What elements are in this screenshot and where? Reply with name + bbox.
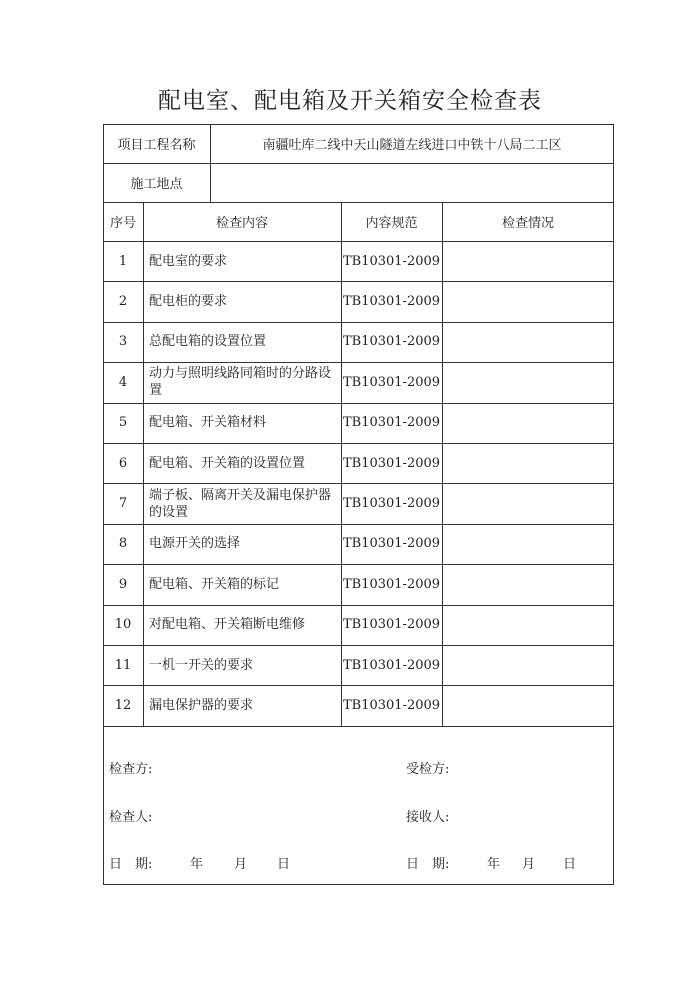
row-content: 电源开关的选择 (149, 536, 241, 552)
project-name-label: 项目工程名称 (117, 138, 196, 153)
row-content: 一机一开关的要求 (149, 657, 254, 673)
site-label: 施工地点 (130, 177, 183, 192)
date-year: 年 (487, 857, 501, 872)
row-result[interactable] (442, 524, 614, 564)
row-content: 端子板、隔离开关及漏电保护器的设置 (149, 487, 332, 520)
row-content: 配电箱、开关箱的标记 (149, 576, 280, 592)
row-result[interactable] (442, 362, 614, 402)
row-result[interactable] (442, 322, 614, 362)
inspector-person-label: 检查人: (109, 810, 153, 825)
date-month: 月 (522, 857, 536, 872)
date-day: 日 (277, 857, 291, 872)
row-standard: TB10301-2009 (342, 657, 441, 673)
row-result[interactable] (442, 403, 614, 443)
row-standard: TB10301-2009 (342, 617, 441, 633)
row-standard: TB10301-2009 (342, 698, 441, 714)
row-number: 2 (118, 294, 128, 310)
row-result[interactable] (442, 564, 614, 604)
row-content: 配电箱、开关箱的设置位置 (149, 455, 306, 471)
row-content: 动力与照明线路同箱时的分路设置 (149, 366, 332, 399)
row-standard: TB10301-2009 (342, 294, 441, 310)
row-result[interactable] (442, 605, 614, 645)
receiver-person-label: 接收人: (406, 810, 450, 825)
header-no: 序号 (109, 216, 136, 231)
row-content: 配电柜的要求 (149, 294, 228, 310)
inspected-party-label: 受检方: (406, 762, 450, 777)
header-content: 检查内容 (215, 216, 268, 231)
row-number: 1 (118, 253, 128, 269)
row-number: 4 (118, 374, 128, 390)
project-name-value: 南疆吐库二线中天山隧道左线进口中铁十八局二工区 (262, 138, 562, 153)
date-month: 月 (234, 857, 248, 872)
row-number: 5 (118, 415, 128, 431)
row-number: 10 (114, 617, 132, 633)
row-result[interactable] (442, 241, 614, 281)
row-number: 3 (118, 334, 128, 350)
row-number: 8 (118, 536, 128, 552)
row-content: 漏电保护器的要求 (149, 698, 254, 714)
row-standard: TB10301-2009 (342, 496, 441, 512)
date-day: 日 (563, 857, 577, 872)
row-number: 11 (114, 657, 132, 673)
row-result[interactable] (442, 645, 614, 685)
row-result[interactable] (442, 443, 614, 483)
row-standard: TB10301-2009 (342, 536, 441, 552)
grid-line (103, 726, 614, 727)
row-standard: TB10301-2009 (342, 576, 441, 592)
date-year: 年 (190, 857, 204, 872)
header-result: 检查情况 (501, 216, 554, 231)
row-content: 总配电箱的设置位置 (149, 334, 267, 350)
row-number: 9 (118, 576, 128, 592)
row-content: 对配电箱、开关箱断电维修 (149, 617, 306, 633)
row-content: 配电室的要求 (149, 253, 228, 269)
row-standard: TB10301-2009 (342, 334, 441, 350)
row-standard: TB10301-2009 (342, 253, 441, 269)
row-result[interactable] (442, 483, 614, 523)
header-standard: 内容规范 (365, 216, 418, 231)
date-label: 日 期: (406, 857, 450, 872)
row-result[interactable] (442, 685, 614, 725)
page-title: 配电室、配电箱及开关箱安全检查表 (158, 88, 542, 114)
row-standard: TB10301-2009 (342, 374, 441, 390)
row-number: 12 (114, 698, 132, 714)
row-standard: TB10301-2009 (342, 415, 441, 431)
inspector-party-label: 检查方: (109, 762, 153, 777)
row-content: 配电箱、开关箱材料 (149, 415, 267, 431)
row-result[interactable] (442, 281, 614, 321)
row-number: 7 (118, 496, 128, 512)
site-value[interactable] (210, 163, 614, 202)
row-standard: TB10301-2009 (342, 455, 441, 471)
date-label: 日 期: (109, 857, 153, 872)
row-number: 6 (118, 455, 128, 471)
